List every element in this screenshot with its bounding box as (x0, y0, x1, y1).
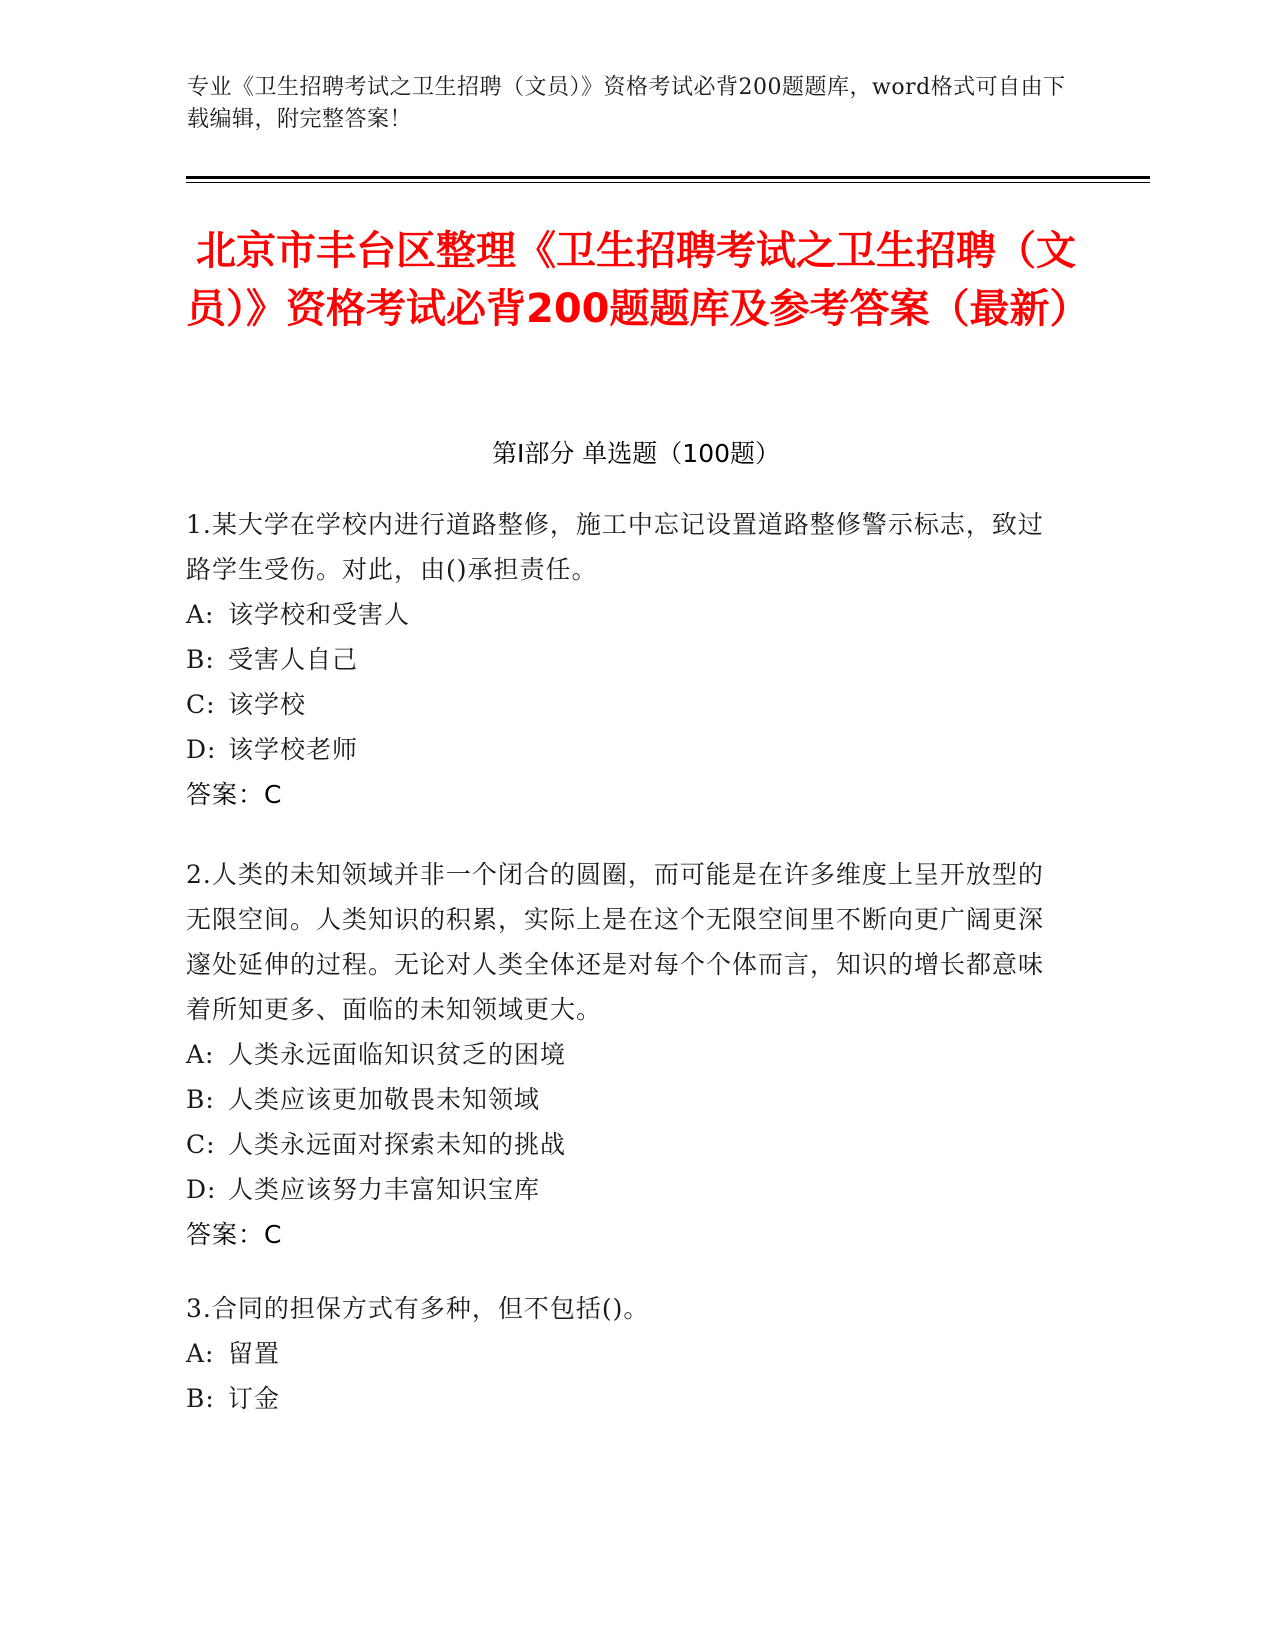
option-a (186, 1331, 1066, 1376)
question-2 (186, 852, 1066, 1257)
option-c (186, 682, 1066, 727)
option-text: 人类永远面临知识贫乏的困境 (228, 1040, 567, 1069)
option-a (186, 1032, 1066, 1077)
option-key: B: (186, 1085, 215, 1114)
option-key: B: (186, 1384, 215, 1413)
option-text: 订金 (228, 1384, 281, 1413)
option-d (186, 727, 1066, 772)
option-c (186, 1122, 1066, 1167)
option-key: C: (186, 690, 216, 719)
option-key: B: (186, 645, 215, 674)
document-title: 北京市丰台区整理《卫生招聘考试之卫生招聘（文员）》资格考试必背200题题库及参考答案（最新） (186, 228, 1090, 332)
question-stem: 3.合同的担保方式有多种，但不包括()。 (186, 1294, 650, 1323)
answer-prefix: 答案： (186, 780, 265, 809)
question-stem: 2.人类的未知领域并非一个闭合的圆圈，而可能是在许多维度上呈开放型的无限空间。人类知识的积累，实际上是在这个无限空间里不断向更广阔更深邃处延伸的过程。无论对人类全体还是对每个个体而言，知识的增长都意味着所知更多、面临的未知领域更大。 (186, 860, 1045, 1024)
option-a (186, 592, 1066, 637)
question-1 (186, 502, 1066, 817)
option-d (186, 1167, 1066, 1212)
option-key: D: (186, 735, 217, 764)
answer-prefix: 答案： (186, 1220, 265, 1249)
question-stem: 1.某大学在学校内进行道路整修，施工中忘记设置道路整修警示标志，致过路学生受伤。对此，由()承担责任。 (186, 510, 1044, 584)
section-title: 第Ⅰ部分 单选题（100题） (491, 439, 781, 468)
option-text: 留置 (228, 1339, 281, 1368)
header-divider-thin (186, 182, 1150, 183)
option-text: 受害人自己 (228, 645, 359, 674)
option-b (186, 1376, 1066, 1421)
option-text: 该学校老师 (228, 735, 359, 764)
header-divider-thick (186, 176, 1150, 179)
option-key: A: (186, 1040, 215, 1069)
option-text: 人类永远面对探索未知的挑战 (228, 1130, 567, 1159)
answer-value: C (264, 780, 283, 809)
option-text: 该学校和受害人 (228, 600, 411, 629)
option-key: A: (186, 1339, 215, 1368)
option-text: 人类应该更加敬畏未知领域 (228, 1085, 541, 1114)
answer-value: C (264, 1220, 283, 1249)
option-text: 该学校 (228, 690, 307, 719)
answer-line (186, 772, 1066, 817)
header-note: 专业《卫生招聘考试之卫生招聘（文员）》资格考试必背200题题库，word格式可自由下载编辑，附完整答案！ (187, 75, 1066, 132)
option-b (186, 637, 1066, 682)
option-text: 人类应该努力丰富知识宝库 (228, 1175, 541, 1204)
question-3 (186, 1286, 1066, 1421)
option-b (186, 1077, 1066, 1122)
option-key: D: (186, 1175, 217, 1204)
answer-line (186, 1212, 1066, 1257)
option-key: C: (186, 1130, 216, 1159)
option-key: A: (186, 600, 215, 629)
